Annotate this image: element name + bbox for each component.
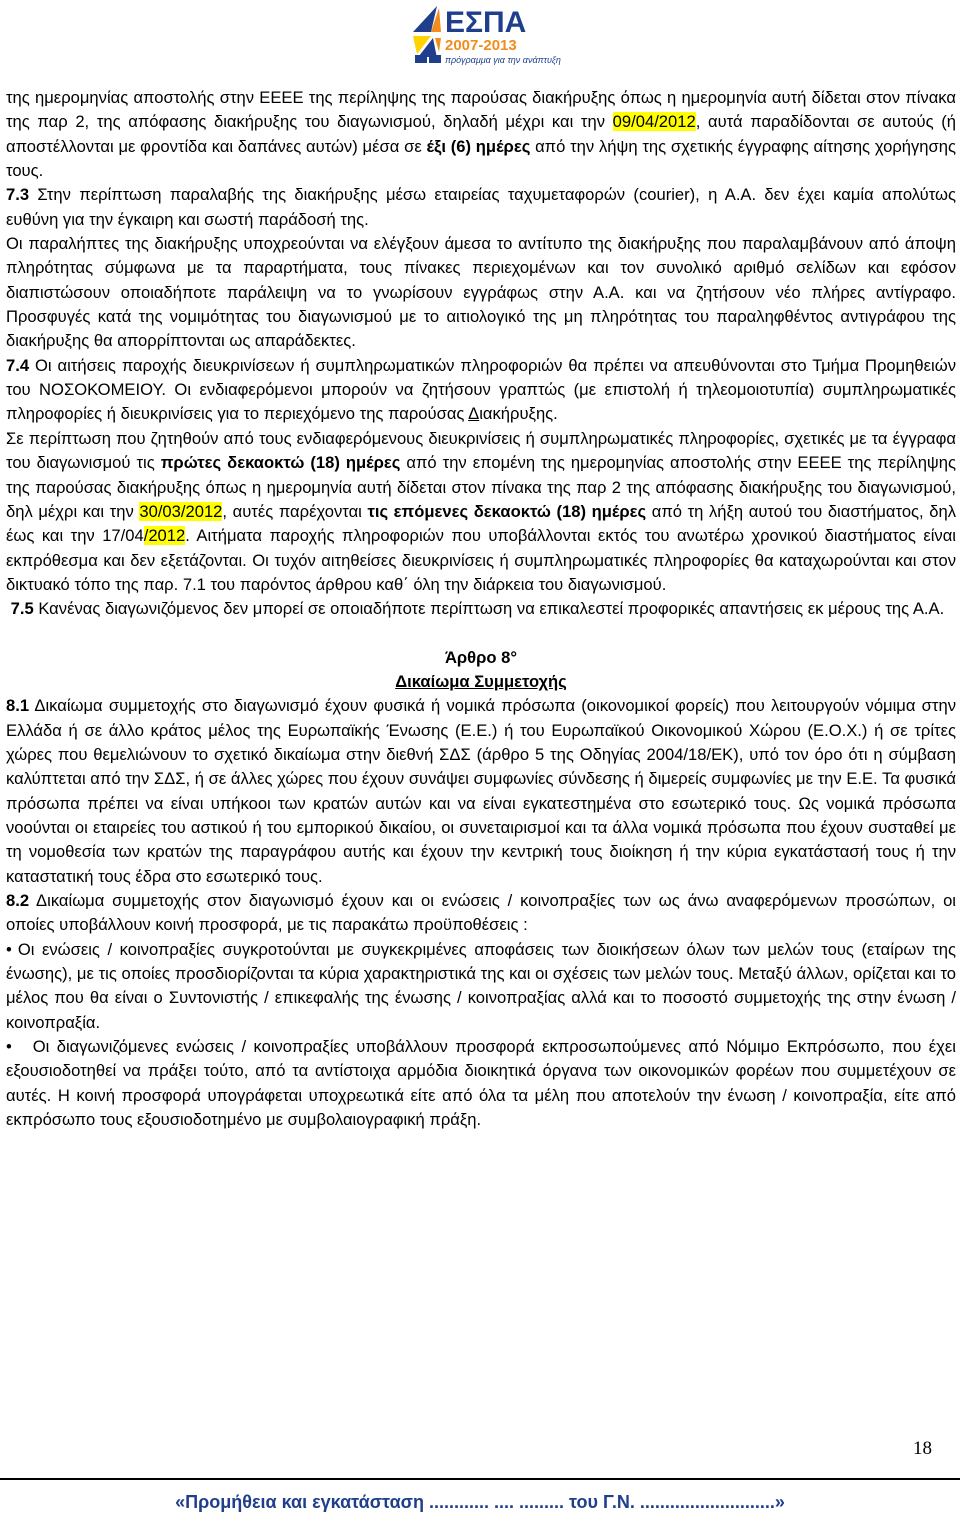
bullet-item: • Οι ενώσεις / κοινοπραξίες συγκροτούνται με συγκεκριμένες αποφάσεις των διοικήσεων όλων των μελών τους (εταίρων της ένωσης), με τις οποίες προσδιορίζονται τα κύρια χαρακτηριστικά της και οι σχέσεις των μελών τους. Μεταξύ άλλων, ορίζεται και το μέλος που θα είναι ο Συντονιστής / επικεφαλής της ένωσης / κοινοπραξίας αλλά και το ποσοστό συμμετοχής της στην ένωση /κοινοπραξία. [6, 939, 956, 1032]
section-number: 7.5 [10, 599, 34, 619]
paragraph-recipients: Οι παραλήπτες της διακήρυξης υποχρεούνται να ελέγξουν άμεσα το αντίτυπο της διακήρυξης που παραλαμβάνουν από άποψη πληρότητας σύμφωνα με τα παραρτήματα, τους πίνακες περιεχομένων και τον συνολικό αριθμό σελίδων και εφόσον διαπιστώσουν οποιαδήποτε παράλειψη να το γνωρίσουν εγγράφως στην Α.Α. και να ζητήσουν νέο πλήρες αντίγραφο. Προσφυγές κατά της νομιμότητας του διαγωνισμού με το αιτιολογικό της μη πληρότητας του παραληφθέντος αντιγράφου της διακήρυξης θα απορρίπτονται ως απαράδεκτες. [6, 234, 956, 351]
bullet-icon: • [6, 1037, 12, 1057]
paragraph-7-2-continued: της ημερομηνίας αποστολής στην ΕΕΕΕ της περίληψης της παρούσας διακήρυξης όπως η ημερομηνία αυτή δίδεται στον πίνακα της παρ 2, της απόφασης διακήρυξης του διαγωνισμού, δηλαδή μέχρι και την 09/04/2012, αυτά παραδίδονται σε αυτούς (ή αποστέλλονται με φροντίδα και δαπάνες αυτών) μέσα σε έξι (6) ημέρες από την λήψη της σχετικής έγγραφης αίτησης χορήγησης τους. [6, 88, 956, 181]
paragraph-clarifications: Σε περίπτωση που ζητηθούν από τους ενδιαφερόμενους διευκρινίσεις ή συμπληρωματικές πληροφορίες, σχετικές με τα έγγραφα του διαγωνισμού τις πρώτες δεκαοκτώ (18) ημέρες από την επομένη της ημερομηνίας αποστολής στην ΕΕΕΕ της περίληψης της παρούσας διακήρυξης όπως η ημερομηνία αυτή δίδεται στον πίνακα της παρ 2 της απόφασης διακήρυξης του διαγωνισμού, δηλ μέχρι και την 30/03/2012, αυτές παρέχονται τις επόμενες δεκαοκτώ (18) ημέρες από τη λήξη αυτού του διαστήματος, δηλ έως και την 17/04/2012. Αιτήματα παροχής πληροφοριών που υποβάλλονται εκτός του ανωτέρω χρονικού διαστήματος είναι εκπρόθεσμα και δεν εξετάζονται. Οι τυχόν αιτηθείσες διευκρινίσεις ή συμπληρωματικές πληροφορίες θα καταχωρούνται και στον δικτυακό τόπο της παρ. 7.1 του παρόντος άρθρου καθ΄ όλη την διάρκεια του διαγωνισμού. [6, 428, 957, 594]
logo-years: 2007-2013 [445, 37, 517, 54]
section-number: 8.2 [6, 891, 30, 910]
eu-flag-icon [429, 55, 441, 63]
footer-divider [0, 1478, 960, 1480]
bullet-icon: • [6, 939, 12, 959]
document-body [6, 86, 956, 1132]
section-number: 7.4 [6, 355, 30, 375]
espa-logo [409, 2, 561, 66]
highlighted-date: 30/03/2012 [139, 501, 223, 521]
article-title: Άρθρο 8° [444, 647, 518, 667]
paragraph-8-2: 8.2 Δικαίωμα συμμετοχής στον διαγωνισμό έχουν και οι ενώσεις / κοινοπραξίες των ως άνω αναφερόμενων προσώπων, οι οποίες υποβάλλουν κοινή προσφορά, με τις παρακάτω προϋποθέσεις : [6, 891, 956, 935]
paragraph-7-3: 7.3 Στην περίπτωση παραλαβής της διακήρυξης μέσω εταιρείας ταχυμεταφορών (courier), η Α.Α. δεν έχει καμία απολύτως ευθύνη για την έγκαιρη και σωστή παράδοσή της. [6, 185, 956, 229]
section-number: 8.1 [6, 696, 30, 716]
section-number: 7.3 [6, 185, 30, 205]
page-footer: «Προμήθεια και εγκατάσταση ............ .... ......... του Γ.Ν. ...........................» [175, 1492, 785, 1512]
page-number: 18 [913, 1438, 932, 1459]
logo-tagline: πρόγραμμα για την ανάπτυξη [445, 55, 561, 65]
espa-logo-graphic [409, 2, 561, 66]
highlighted-year: /2012 [143, 526, 186, 546]
greek-flag-icon [415, 55, 427, 63]
bold-six-days: έξι (6) ημέρες [426, 136, 531, 156]
logo-name: ΕΣΠΑ [445, 6, 527, 39]
paragraph-7-4: 7.4 Οι αιτήσεις παροχής διευκρινίσεων ή συμπληρωματικών πληροφοριών θα πρέπει να απευθύνονται στο Τμήμα Προμηθειών του ΝΟΣΟΚΟΜΕΙΟΥ. Οι ενδιαφερόμενοι μπορούν να ζητήσουν γραπτώς (με επιστολή ή τηλεομοιοτυπία) συμπληρωματικές πληροφορίες ή διευκρινίσεις για το περιεχόμενο της παρούσας Διακήρυξης. [6, 355, 956, 424]
bold-next-eighteen-days: τις επόμενες δεκαοκτώ (18) ημέρες [367, 501, 647, 521]
star-burst-icon [413, 6, 441, 58]
bullet-item: • Οι διαγωνιζόμενες ενώσεις / κοινοπραξίες υποβάλλουν προσφορά εκπροσωπούμενες από Νόμιμο Εκπρόσωπο, που έχει εξουσιοδοτηθεί να πράξει τούτο, από τα αντίστοιχα αρμόδια διοικητικά όργανα των οικονομικών φορέων που συμμετέχουν σε αυτές. Η κοινή προσφορά υπογράφεται υποχρεωτικά είτε από όλα τα μέλη που αποτελούν την ένωση / κοινοπραξία, είτε από εκπρόσωπο τους εξουσιοδοτημένο με συμβολαιογραφική πράξη. [6, 1037, 956, 1130]
bold-first-eighteen-days: πρώτες δεκαοκτώ (18) ημέρες [160, 453, 401, 473]
highlighted-date: 09/04/2012 [612, 112, 696, 132]
article-subtitle: Δικαίωμα Συμμετοχής [395, 671, 567, 691]
paragraph-8-1: 8.1 Δικαίωμα συμμετοχής στο διαγωνισμό έχουν φυσικά ή νομικά πρόσωπα (οικονομικοί φορείς) που λειτουργούν νόμιμα στην Ελλάδα ή σε άλλο κράτος μέλος της Ευρωπαϊκής Ένωσης (Ε.Ε.) ή του Ευρωπαϊκού Οικονομικού Χώρου (Ε.Ο.Χ.) ή σε τρίτες χώρες που θεμελιώνουν το σχετικό δικαίωμα στην διεθνή ΣΔΣ (άρθρο 5 της Οδηγίας 2004/18/ΕΚ), υπό τον όρο ότι η σύμβαση καλύπτεται από την ΣΔΣ, ή σε άλλες χώρες που έχουν συνάψει συμφωνίες σύνδεσης ή διμερείς συμφωνίες με την Ε.Ε. Τα φυσικά πρόσωπα πρέπει να είναι υπήκοοι των κρατών αυτών και να είναι εγκατεστημένα στο εσωτερικό τους. Ως νομικά πρόσωπα νοούνται οι εταιρείες του αστικού ή του εμπορικού δικαίου, οι συνεταιρισμοί και τα άλλα νομικά πρόσωπα που έχουν συσταθεί με τη νομοθεσία των κρατών της παραγράφου αυτής και έχουν την κεντρική τους διοίκηση ή την κύρια εγκατάστασή τους ή την καταστατική τους έδρα στο εσωτερικό τους. [6, 696, 956, 886]
paragraph-7-5: 7.5 Κανένας διαγωνιζόμενος δεν μπορεί σε οποιαδήποτε περίπτωση να επικαλεστεί προφορικές απαντήσεις εκ μέρους της Α.Α. [10, 599, 945, 619]
spacer [6, 622, 956, 646]
